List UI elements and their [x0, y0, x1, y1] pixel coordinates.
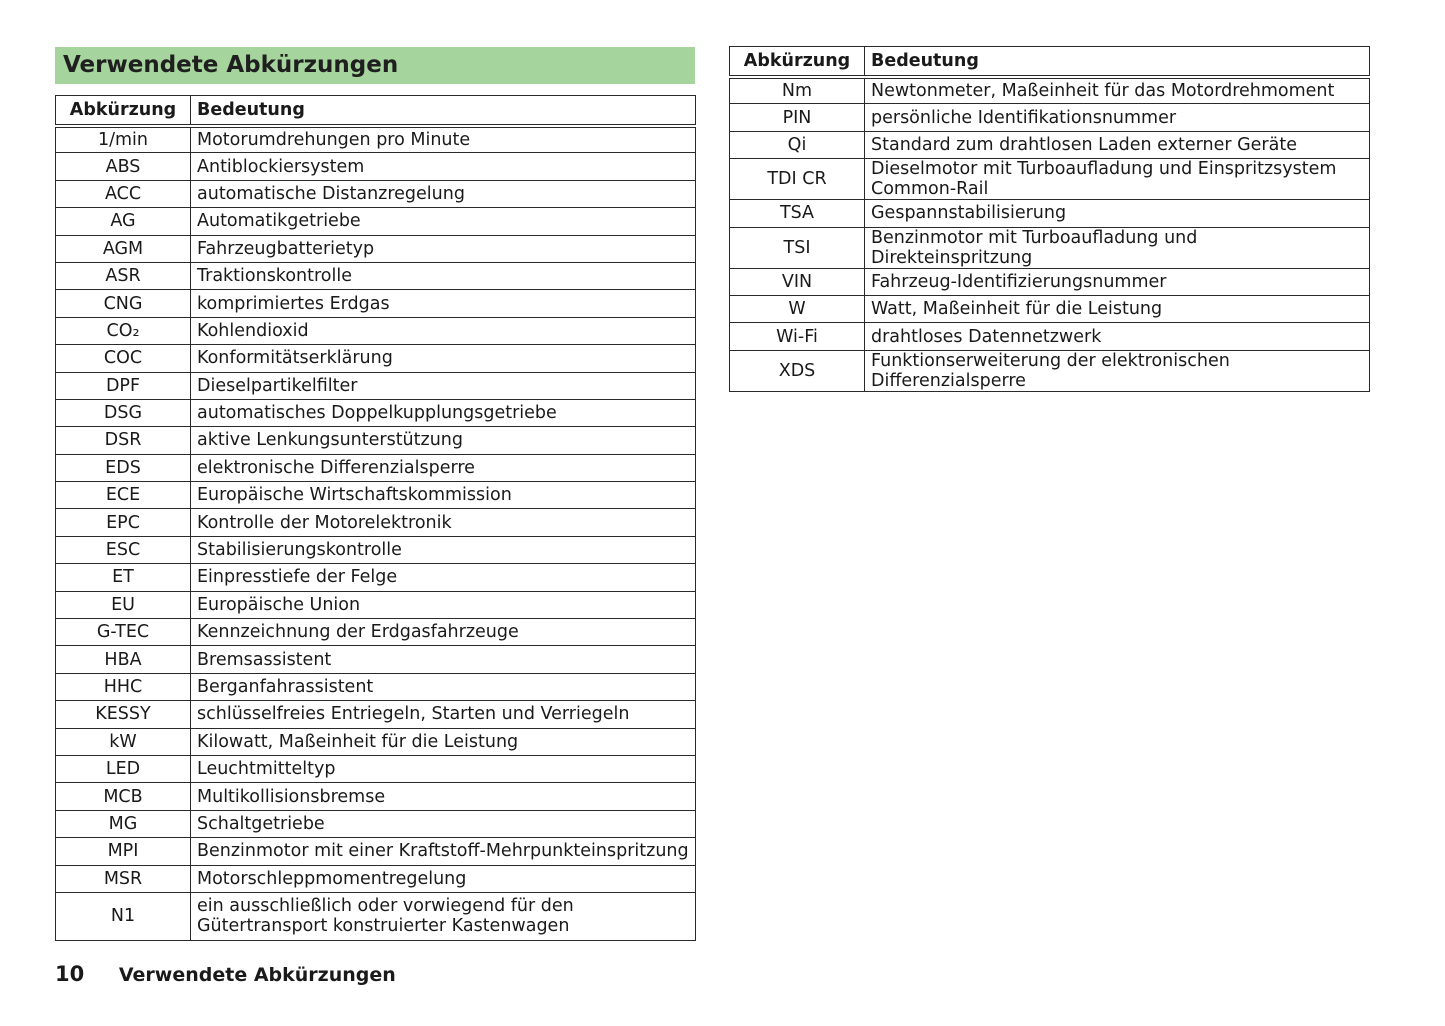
table-row — [56, 153, 696, 180]
meaning-cell: Benzinmotor mit einer Kraftstoff-Mehrpunkteinspritzung — [191, 838, 696, 865]
abbreviation-cell: EPC — [56, 509, 191, 536]
abbreviation-cell: MPI — [56, 838, 191, 865]
meaning-cell: Kennzeichnung der Erdgasfahrzeuge — [191, 619, 696, 646]
abbreviation-cell: AG — [56, 208, 191, 235]
table-row — [56, 290, 696, 317]
header-abbreviation: Abkürzung — [56, 96, 191, 126]
table-row — [56, 838, 696, 865]
abbreviation-cell: HHC — [56, 673, 191, 700]
meaning-cell: Traktionskontrolle — [191, 262, 696, 289]
footer-title: Verwendete Abkürzungen — [118, 964, 396, 986]
abbreviation-cell: W — [730, 295, 865, 322]
table-row — [730, 200, 1370, 227]
table-row — [56, 536, 696, 563]
abbreviations-table-left — [55, 95, 696, 941]
meaning-cell: Berganfahrassistent — [191, 673, 696, 700]
abbreviation-cell: ABS — [56, 153, 191, 180]
meaning-cell: Fahrzeug-Identifizierungsnummer — [865, 268, 1370, 295]
table-row — [56, 262, 696, 289]
meaning-cell: Kohlendioxid — [191, 317, 696, 344]
table-row — [730, 104, 1370, 131]
abbreviation-cell: KESSY — [56, 701, 191, 728]
abbreviation-cell: 1/min — [56, 126, 191, 153]
abbreviation-cell: VIN — [730, 268, 865, 295]
table-row — [56, 454, 696, 481]
meaning-cell: Kontrolle der Motorelektronik — [191, 509, 696, 536]
abbreviation-cell: TSI — [730, 227, 865, 268]
table-row — [56, 372, 696, 399]
meaning-cell: Dieselmotor mit Turboaufladung und Einspritzsystem Common-Rail — [865, 159, 1370, 200]
meaning-cell: schlüsselfreies Entriegeln, Starten und Verriegeln — [191, 701, 696, 728]
abbreviation-cell: ACC — [56, 180, 191, 207]
table-row — [56, 701, 696, 728]
abbreviation-cell: TDI CR — [730, 159, 865, 200]
header-abbreviation: Abkürzung — [730, 47, 865, 77]
meaning-cell: Motorumdrehungen pro Minute — [191, 126, 696, 153]
abbreviation-cell: ASR — [56, 262, 191, 289]
meaning-cell: Automatikgetriebe — [191, 208, 696, 235]
abbreviation-cell: EU — [56, 591, 191, 618]
table-row — [730, 227, 1370, 268]
meaning-cell: automatische Distanzregelung — [191, 180, 696, 207]
table-header-row — [730, 47, 1370, 77]
abbreviation-cell: N1 — [56, 892, 191, 940]
meaning-cell: aktive Lenkungsunterstützung — [191, 427, 696, 454]
table-row — [56, 126, 696, 153]
table-row — [56, 646, 696, 673]
meaning-cell: Einpresstiefe der Felge — [191, 564, 696, 591]
meaning-cell: Funktionserweiterung der elektronischen Differenzialsperre — [865, 350, 1370, 391]
table-row — [730, 268, 1370, 295]
meaning-cell: persönliche Identifikationsnummer — [865, 104, 1370, 131]
abbreviation-cell: TSA — [730, 200, 865, 227]
abbreviation-cell: DSG — [56, 399, 191, 426]
table-row — [56, 399, 696, 426]
table-row — [730, 77, 1370, 104]
meaning-cell: Standard zum drahtlosen Laden externer Geräte — [865, 131, 1370, 158]
table-row — [56, 345, 696, 372]
table-row — [56, 180, 696, 207]
abbreviation-cell: G-TEC — [56, 619, 191, 646]
meaning-cell: Dieselpartikelfilter — [191, 372, 696, 399]
table-row — [56, 482, 696, 509]
table-row — [56, 564, 696, 591]
section-heading: Verwendete Abkürzungen — [55, 47, 695, 84]
table-body — [56, 126, 696, 941]
meaning-cell: Europäische Union — [191, 591, 696, 618]
meaning-cell: Antiblockiersystem — [191, 153, 696, 180]
meaning-cell: Leuchtmitteltyp — [191, 755, 696, 782]
meaning-cell: Europäische Wirtschaftskommission — [191, 482, 696, 509]
abbreviation-cell: ET — [56, 564, 191, 591]
meaning-cell: Motorschleppmomentregelung — [191, 865, 696, 892]
table-row — [56, 892, 696, 940]
meaning-cell: Fahrzeugbatterietyp — [191, 235, 696, 262]
page-number: 10 — [55, 962, 85, 986]
abbreviation-cell: DSR — [56, 427, 191, 454]
abbreviation-cell: Nm — [730, 77, 865, 104]
table-row — [56, 235, 696, 262]
header-meaning: Bedeutung — [191, 96, 696, 126]
table-row — [730, 131, 1370, 158]
table-row — [56, 208, 696, 235]
table-row — [56, 673, 696, 700]
meaning-cell: Schaltgetriebe — [191, 810, 696, 837]
abbreviation-cell: EDS — [56, 454, 191, 481]
table-row — [730, 295, 1370, 322]
meaning-cell: Benzinmotor mit Turboaufladung und Direkteinspritzung — [865, 227, 1370, 268]
abbreviation-cell: LED — [56, 755, 191, 782]
table-row — [730, 350, 1370, 391]
abbreviation-cell: ECE — [56, 482, 191, 509]
abbreviations-table-right — [729, 46, 1370, 392]
meaning-cell: Newtonmeter, Maßeinheit für das Motordrehmoment — [865, 77, 1370, 104]
abbreviation-cell: DPF — [56, 372, 191, 399]
table-body — [730, 77, 1370, 392]
page-footer — [55, 962, 396, 986]
abbreviation-cell: kW — [56, 728, 191, 755]
meaning-cell: komprimiertes Erdgas — [191, 290, 696, 317]
table-row — [56, 509, 696, 536]
meaning-cell: Bremsassistent — [191, 646, 696, 673]
abbreviation-cell: CNG — [56, 290, 191, 317]
table-row — [730, 159, 1370, 200]
abbreviation-cell: HBA — [56, 646, 191, 673]
abbreviation-cell: COC — [56, 345, 191, 372]
meaning-cell: Gespannstabilisierung — [865, 200, 1370, 227]
abbreviation-cell: Qi — [730, 131, 865, 158]
table-row — [56, 755, 696, 782]
table-row — [56, 865, 696, 892]
meaning-cell: elektronische Differenzialsperre — [191, 454, 696, 481]
meaning-cell: automatisches Doppelkupplungsgetriebe — [191, 399, 696, 426]
table-row — [56, 810, 696, 837]
table-row — [56, 783, 696, 810]
abbreviation-cell: CO₂ — [56, 317, 191, 344]
table-row — [56, 317, 696, 344]
abbreviation-cell: MSR — [56, 865, 191, 892]
abbreviation-cell: ESC — [56, 536, 191, 563]
meaning-cell: Konformitätserklärung — [191, 345, 696, 372]
abbreviation-cell: AGM — [56, 235, 191, 262]
table-row — [56, 427, 696, 454]
meaning-cell: Stabilisierungskontrolle — [191, 536, 696, 563]
meaning-cell: Multikollisionsbremse — [191, 783, 696, 810]
meaning-cell: Kilowatt, Maßeinheit für die Leistung — [191, 728, 696, 755]
table-header-row — [56, 96, 696, 126]
abbreviation-cell: MG — [56, 810, 191, 837]
meaning-cell: Watt, Maßeinheit für die Leistung — [865, 295, 1370, 322]
meaning-cell: ein ausschließlich oder vorwiegend für den Gütertransport konstruierter Kastenwagen — [191, 892, 696, 940]
meaning-cell: drahtloses Datennetzwerk — [865, 323, 1370, 350]
abbreviation-cell: XDS — [730, 350, 865, 391]
header-meaning: Bedeutung — [865, 47, 1370, 77]
table-row — [730, 323, 1370, 350]
abbreviation-cell: Wi-Fi — [730, 323, 865, 350]
table-row — [56, 591, 696, 618]
abbreviation-cell: PIN — [730, 104, 865, 131]
table-row — [56, 619, 696, 646]
table-row — [56, 728, 696, 755]
abbreviation-cell: MCB — [56, 783, 191, 810]
